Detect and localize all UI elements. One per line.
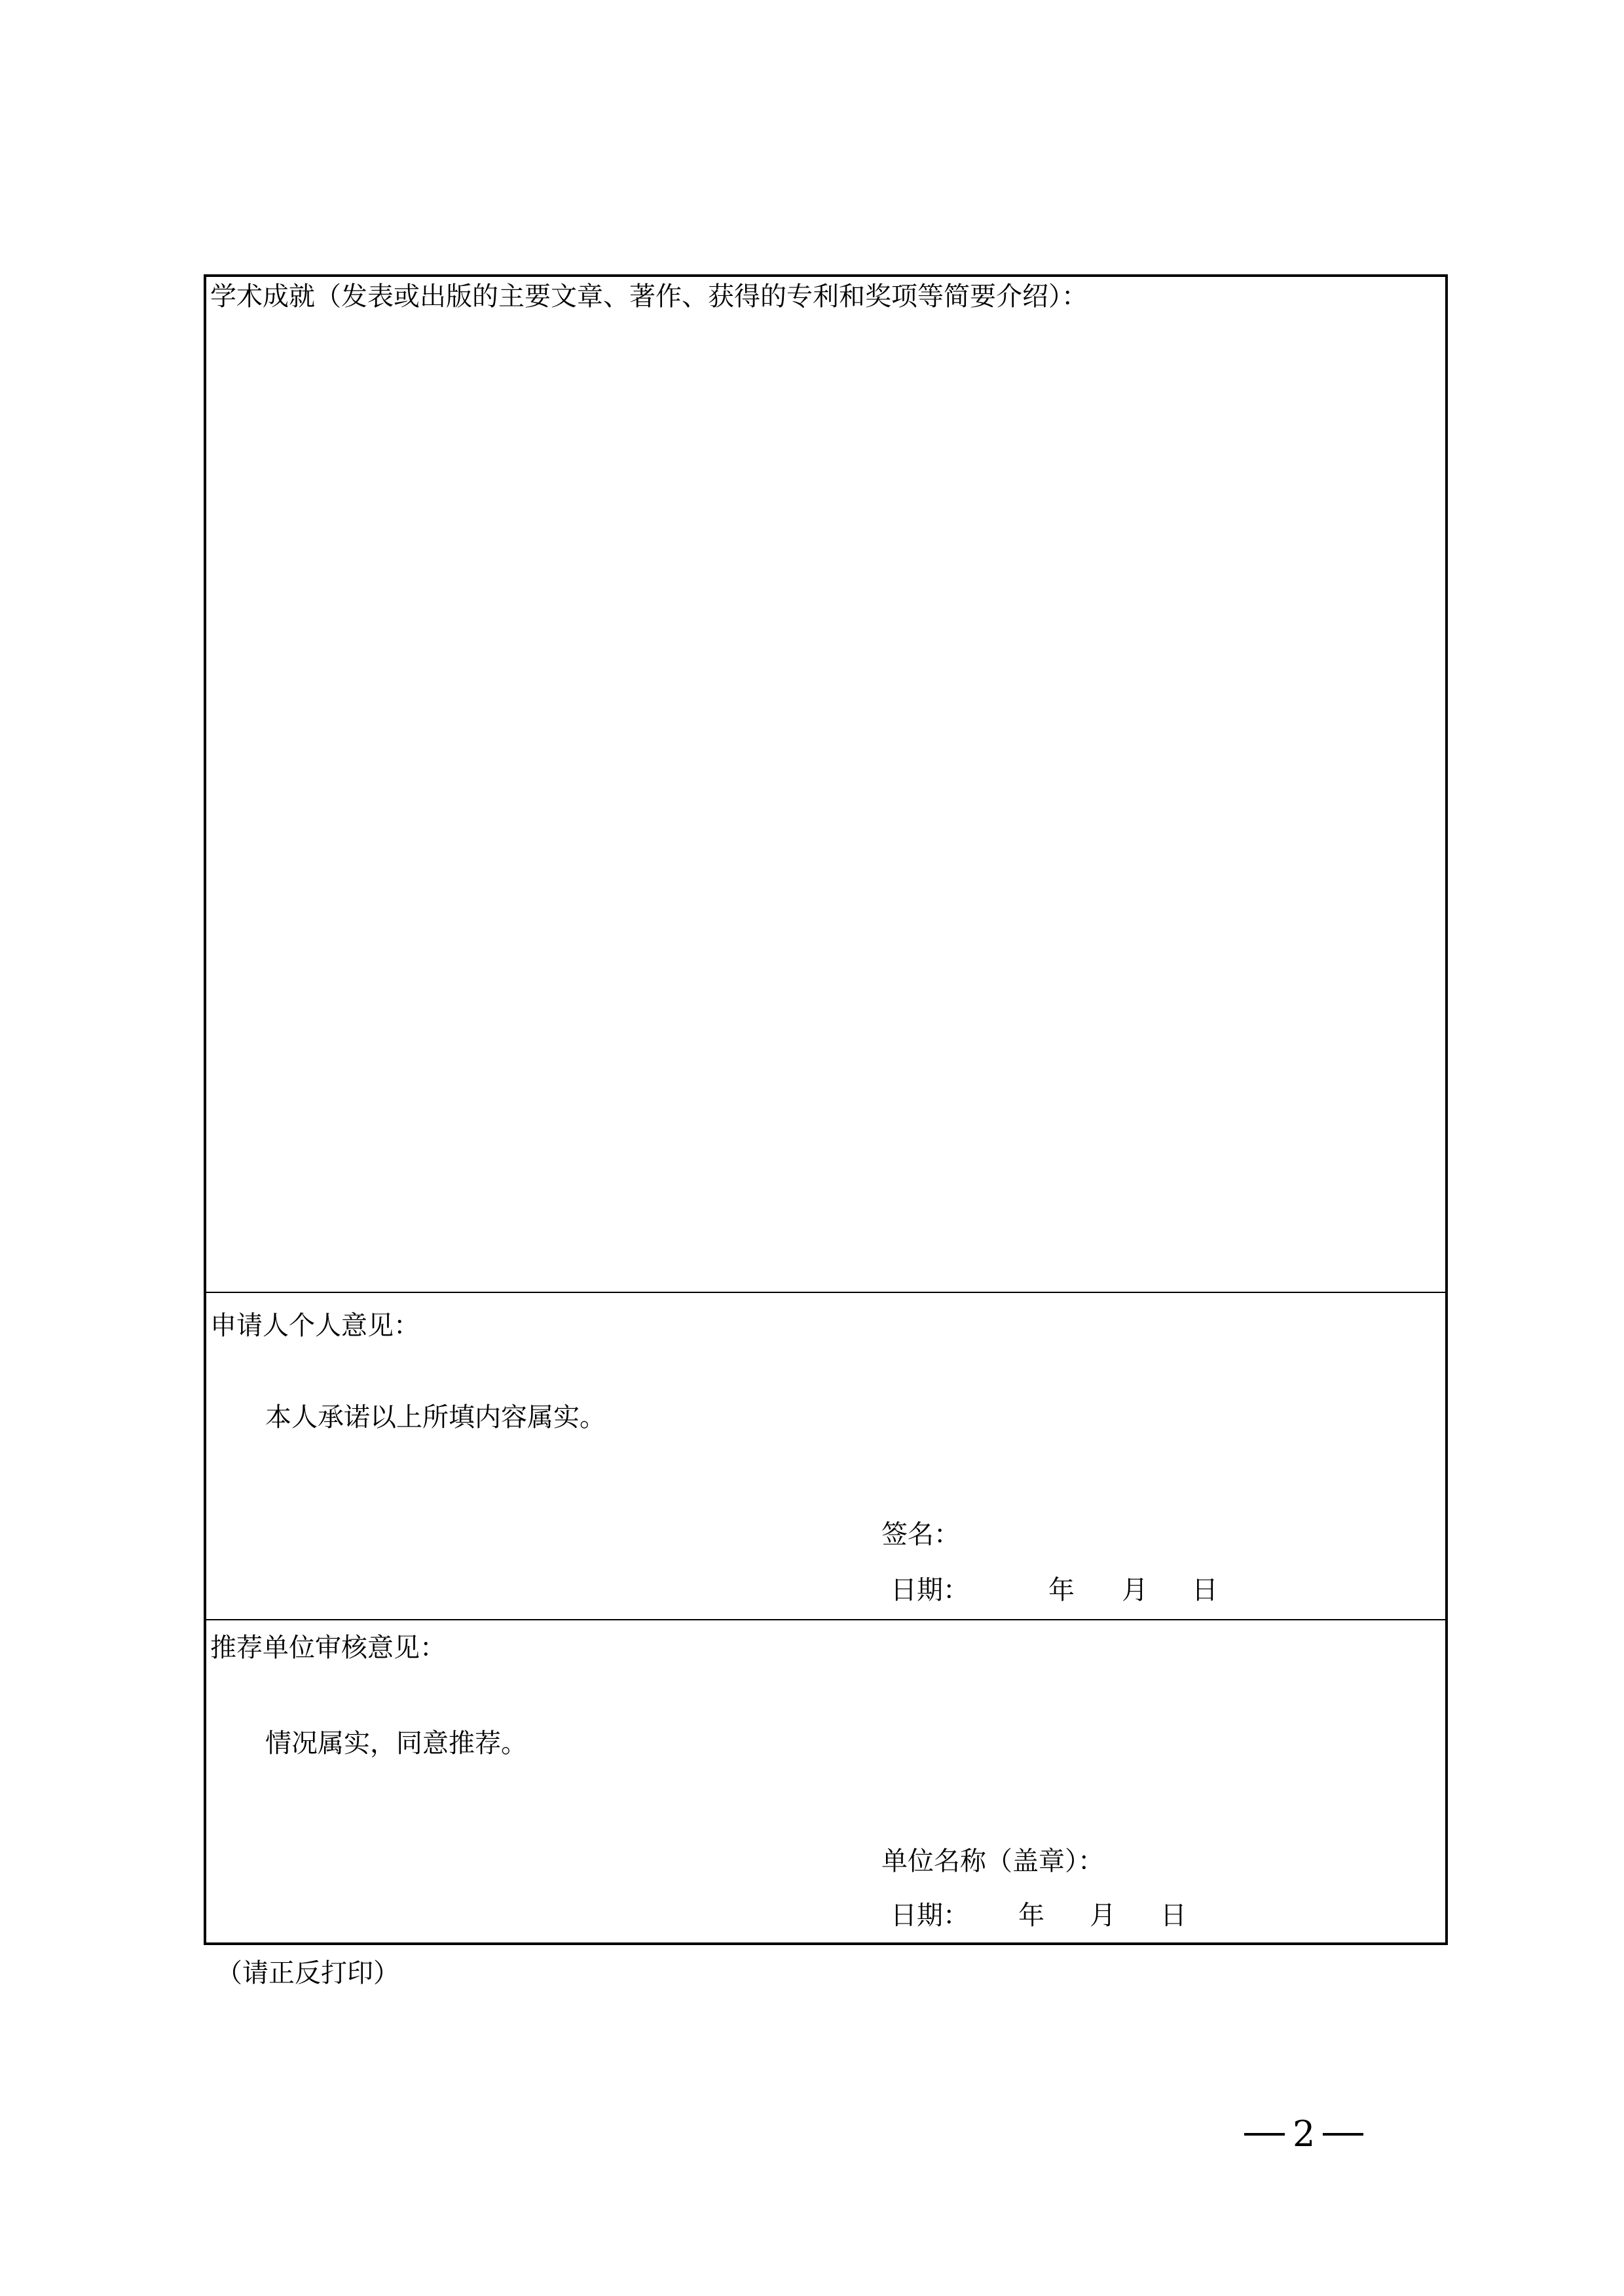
- applicant-date-year: 年: [1048, 1575, 1075, 1605]
- applicant-statement: 本人承诺以上所填内容属实。: [265, 1402, 606, 1432]
- page-number-left-dash: [1244, 2133, 1285, 2136]
- unit-opinion-label: 推荐单位审核意见：: [210, 1633, 446, 1663]
- applicant-date-label: 日期：: [891, 1575, 969, 1605]
- applicant-opinion-section: [206, 1293, 1445, 1620]
- unit-statement: 情况属实，同意推荐。: [265, 1728, 527, 1758]
- applicant-opinion-label: 申请人个人意见：: [210, 1311, 420, 1341]
- print-instruction-note: （请正反打印）: [216, 1958, 399, 1988]
- applicant-date-day: 日: [1192, 1575, 1218, 1605]
- unit-opinion-section: [206, 1620, 1445, 1945]
- unit-name-label: 单位名称（盖章）：: [881, 1846, 1104, 1876]
- achievements-label: 学术成就（发表或出版的主要文章、著作、获得的专利和奖项等简要介绍）：: [210, 282, 1088, 312]
- applicant-date-month: 月: [1122, 1575, 1148, 1605]
- unit-date-month: 月: [1090, 1901, 1116, 1931]
- page-number-right-dash: [1323, 2133, 1363, 2136]
- signature-label: 签名：: [881, 1520, 960, 1550]
- page-number: [1244, 2113, 1363, 2155]
- achievements-section: [206, 277, 1445, 1293]
- page-number-value: 2: [1293, 2113, 1316, 2155]
- unit-date-day: 日: [1160, 1901, 1187, 1931]
- application-form-table: [204, 274, 1448, 1945]
- unit-date-year: 年: [1018, 1901, 1044, 1931]
- unit-date-label: 日期：: [891, 1901, 969, 1931]
